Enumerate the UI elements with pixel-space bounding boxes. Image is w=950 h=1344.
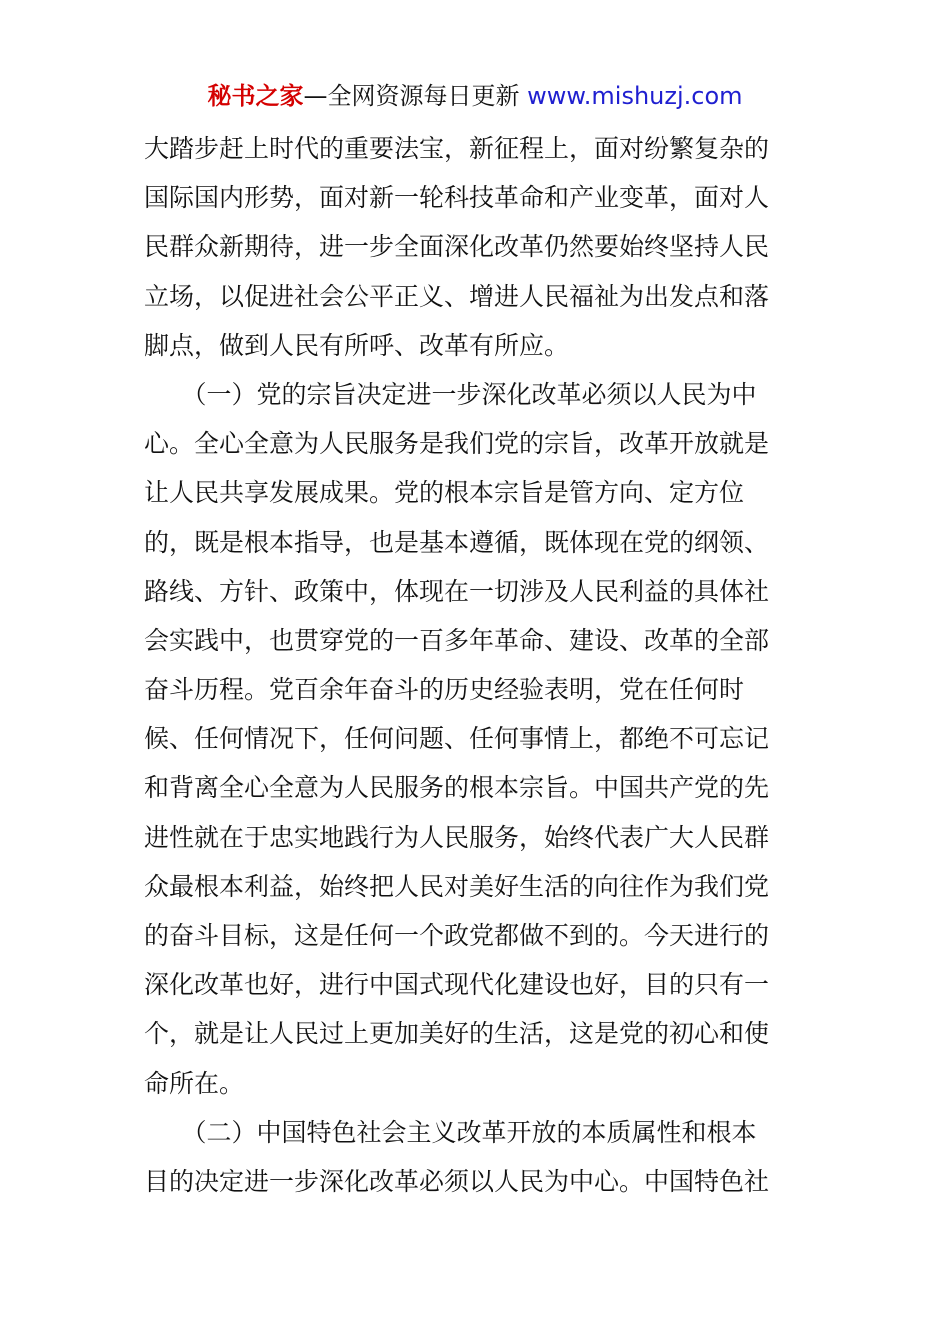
section-heading-line: （一）党的宗旨决定进一步深化改革必须以人民为中 — [144, 379, 757, 409]
document-body — [144, 124, 808, 1206]
text-line: 深化改革也好，进行中国式现代化建设也好，目的只有一 — [144, 970, 770, 1000]
text-line: 大踏步赶上时代的重要法宝，新征程上，面对纷繁复杂的 — [144, 134, 770, 163]
text-line: 个，就是让人民过上更加美好的生活，这是党的初心和使 — [144, 1019, 770, 1049]
text-line: 路线、方针、政策中，体现在一切涉及人民利益的具体社 — [144, 576, 770, 606]
text-line: 奋斗历程。党百余年奋斗的历史经验表明，党在任何时 — [144, 675, 745, 705]
header-url[interactable]: www.mishuzj.com — [527, 82, 743, 110]
text-line: 脚点，做到人民有所呼、改革有所应。 — [144, 330, 570, 360]
text-line: 心。全心全意为人民服务是我们党的宗旨，改革开放就是 — [144, 429, 770, 459]
text-line: 候、任何情况下，任何问题、任何事情上，都绝不可忘记 — [144, 724, 770, 754]
page-header — [0, 80, 950, 112]
text-line: 目的决定进一步深化改革必须以人民为中心。中国特色社 — [144, 1166, 770, 1196]
text-line: 众最根本利益，始终把人民对美好生活的向往作为我们党 — [144, 871, 770, 901]
text-line: 进性就在于忠实地践行为人民服务，始终代表广大人民群 — [144, 822, 770, 852]
text-line: 命所在。 — [144, 1068, 245, 1098]
text-line: 会实践中，也贯穿党的一百多年革命、建设、改革的全部 — [144, 625, 770, 655]
text-line: 的，既是根本指导，也是基本遵循，既体现在党的纲领、 — [144, 527, 770, 557]
header-tagline: —全网资源每日更新 — [303, 82, 528, 110]
header-brand: 秘书之家 — [207, 82, 304, 110]
section-heading-line: （二）中国特色社会主义改革开放的本质属性和根本 — [144, 1117, 757, 1147]
text-line: 立场，以促进社会公平正义、增进人民福祉为出发点和落 — [144, 281, 770, 311]
text-line: 的奋斗目标，这是任何一个政党都做不到的。今天进行的 — [144, 921, 770, 950]
text-line: 国际国内形势，面对新一轮科技革命和产业变革，面对人 — [144, 183, 770, 213]
text-line: 让人民共享发展成果。党的根本宗旨是管方向、定方位 — [144, 478, 745, 508]
text-line: 民群众新期待，进一步全面深化改革仍然要始终坚持人民 — [144, 232, 770, 262]
text-line: 和背离全心全意为人民服务的根本宗旨。中国共产党的先 — [144, 773, 770, 803]
